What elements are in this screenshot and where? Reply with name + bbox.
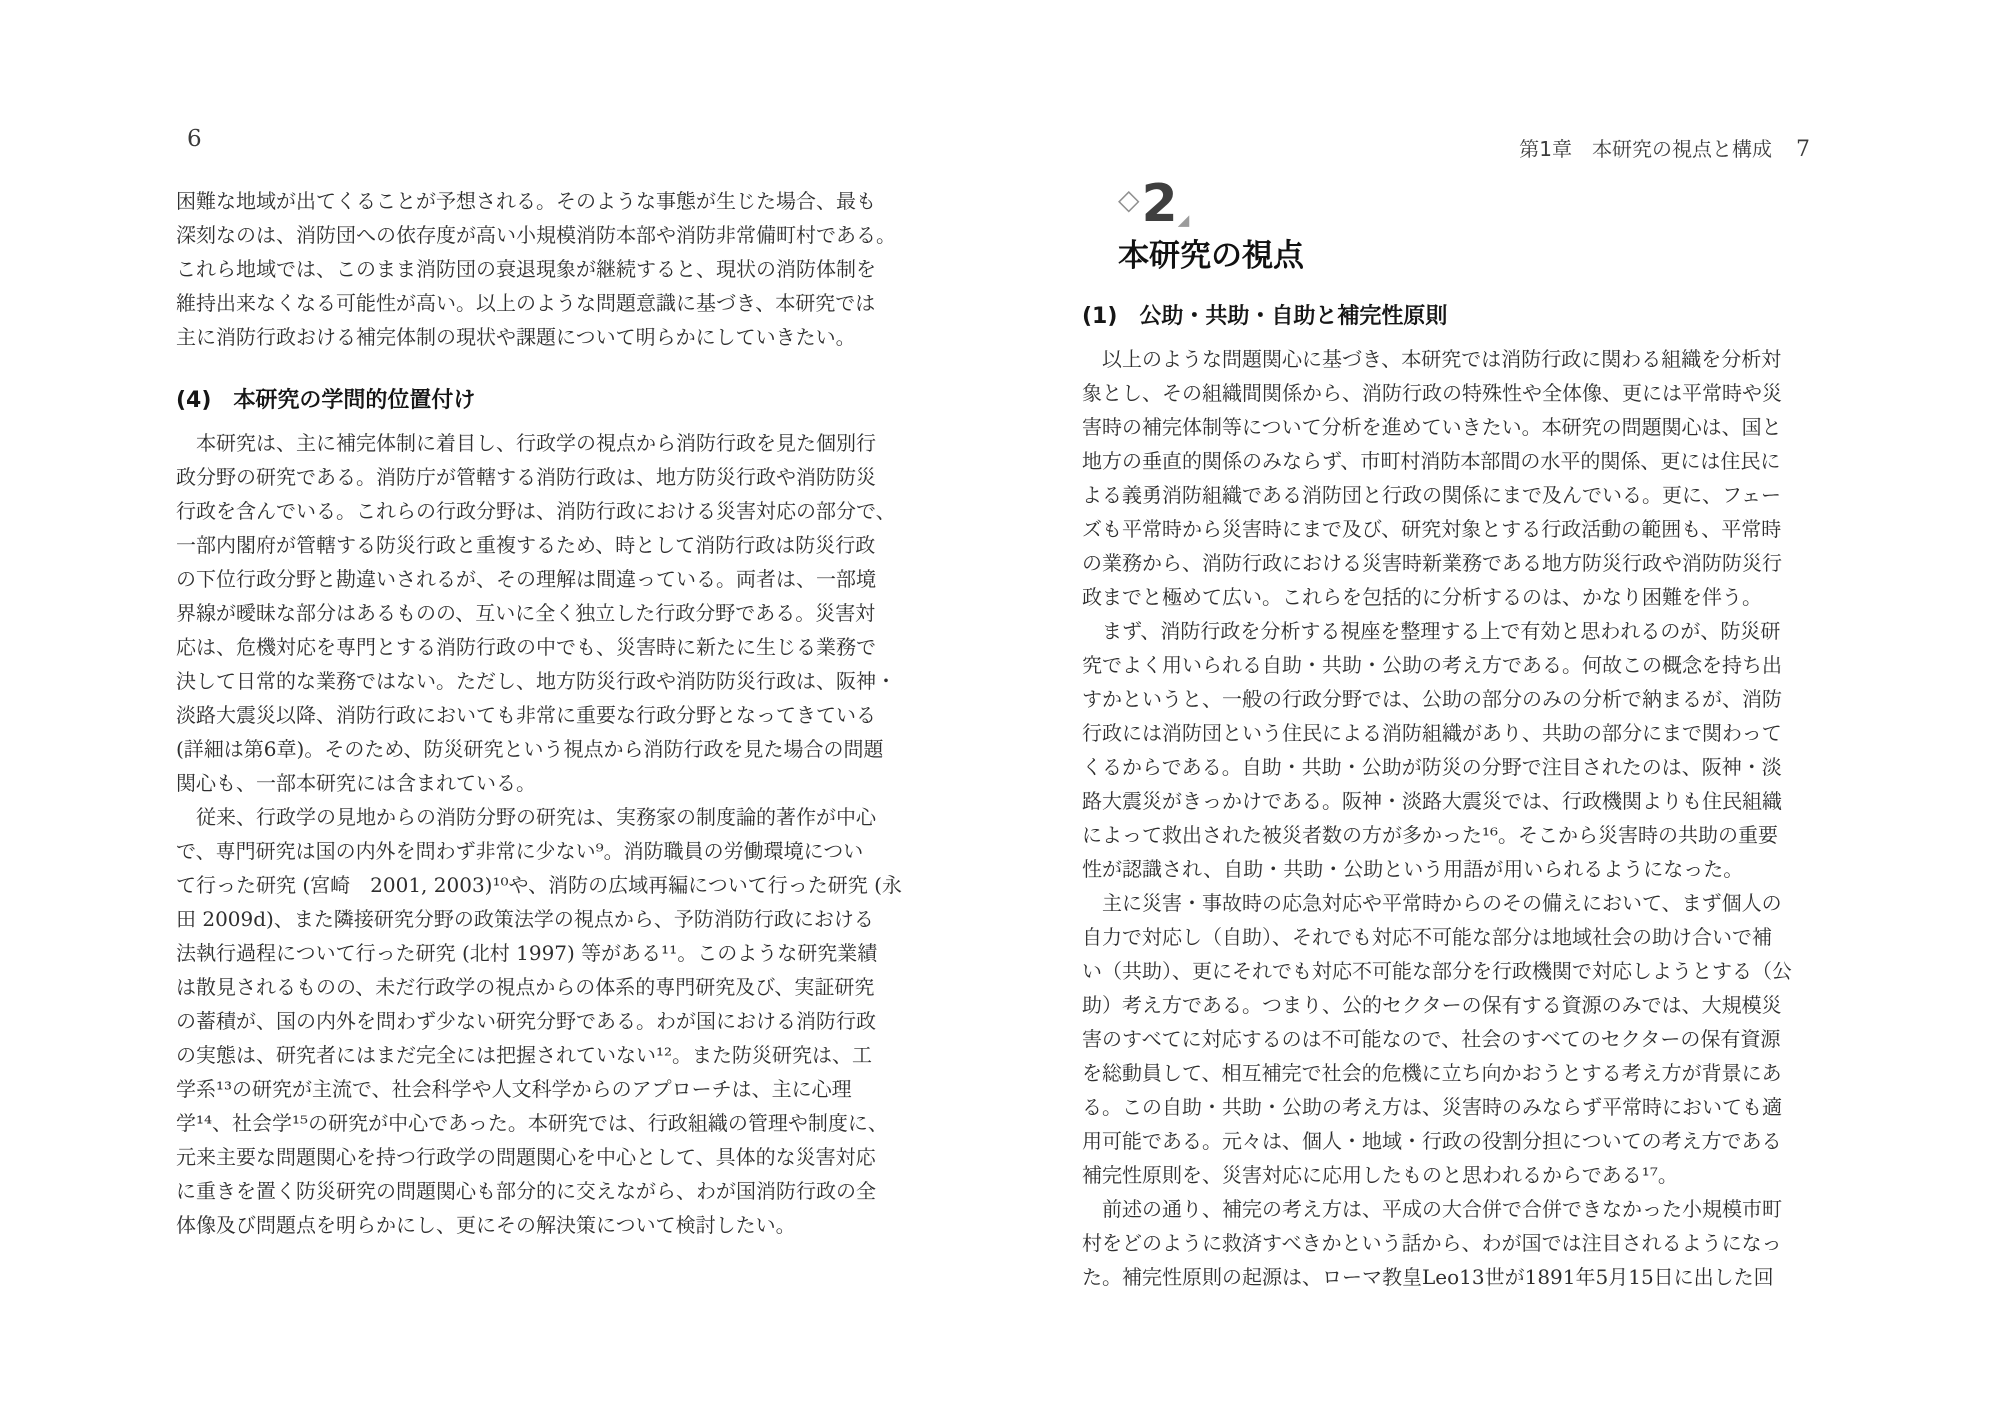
text-line: た。補完性原則の起源は、ローマ教皇Leo13世が1891年5月15日に出した回 <box>1082 1265 1774 1289</box>
text-line: の業務から、消防行政における災害時新業務である地方防災行政や消防防災行 <box>1082 551 1782 575</box>
section-heading-4: (4) 本研究の学問的位置付け <box>176 388 476 413</box>
paragraph <box>1082 1192 1824 1294</box>
paragraph <box>1082 886 1824 1192</box>
paragraph-continuation <box>176 184 918 354</box>
text-line: 害のすべてに対応するのは不可能なので、社会のすべてのセクターの保有資源 <box>1082 1027 1781 1051</box>
triangle-icon: ◢ <box>1177 211 1190 229</box>
text-line: 究でよく用いられる自助・共助・公助の考え方である。何故この概念を持ち出 <box>1082 653 1782 677</box>
text-line: て行った研究 (宮崎 2001, 2003)¹⁰や、消防の広域再編について行った研究 (永 <box>176 873 902 897</box>
text-line: 従来、行政学の見地からの消防分野の研究は、実務家の制度論的著作が中心 <box>176 805 876 829</box>
text-line: 用可能である。元々は、個人・地域・行政の役割分担についての考え方である <box>1082 1129 1782 1153</box>
text-line: 助）考え方である。つまり、公的セクターの保有する資源のみでは、大規模災 <box>1082 993 1782 1017</box>
text-line: 応は、危機対応を専門とする消防行政の中でも、災害時に新たに生じる業務で <box>176 635 876 659</box>
text-line: よる義勇消防組織である消防団と行政の関係にまで及んでいる。更に、フェー <box>1082 483 1781 507</box>
text-line: 村をどのように救済すべきかという話から、わが国では注目されるようになっ <box>1082 1231 1782 1255</box>
left-text-column <box>176 184 918 1242</box>
diamond-icon: ◇ <box>1118 183 1140 216</box>
text-line: る。この自助・共助・公助の考え方は、災害時のみならず平常時においても適 <box>1082 1095 1782 1119</box>
text-line: くるからである。自助・共助・公助が防災の分野で注目されたのは、阪神・淡 <box>1082 755 1782 779</box>
text-line: 決して日常的な業務ではない。ただし、地方防災行政や消防防災行政は、阪神・ <box>176 669 896 693</box>
text-line: 補完性原則を、災害対応に応用したものと思われるからである¹⁷。 <box>1082 1163 1678 1187</box>
text-line: 自力で対応し（自助）、それでも対応不可能な部分は地域社会の助け合いで補 <box>1082 925 1772 949</box>
paragraph <box>176 800 918 1242</box>
text-line: 一部内閣府が管轄する防災行政と重複するため、時として消防行政は防災行政 <box>176 533 876 557</box>
text-line: 学¹⁴、社会学¹⁵の研究が中心であった。本研究では、行政組織の管理や制度に、 <box>176 1111 888 1135</box>
text-line: 政までと極めて広い。これらを包括的に分析するのは、かなり困難を伴う。 <box>1082 585 1762 609</box>
text-line: 体像及び問題点を明らかにし、更にその解決策について検討したい。 <box>176 1213 796 1237</box>
text-line: 元来主要な問題関心を持つ行政学の問題関心を中心として、具体的な災害対応 <box>176 1145 876 1169</box>
page-number-left: 6 <box>187 126 202 152</box>
text-line: 関心も、一部本研究には含まれている。 <box>176 771 536 795</box>
text-line: 本研究は、主に補完体制に着目し、行政学の視点から消防行政を見た個別行 <box>176 431 876 455</box>
text-line: 維持出来なくなる可能性が高い。以上のような問題意識に基づき、本研究では <box>176 291 876 315</box>
text-line: 政分野の研究である。消防庁が管轄する消防行政は、地方防災行政や消防防災 <box>176 465 876 489</box>
text-line: で、専門研究は国の内外を問わず非常に少ない⁹。消防職員の労働環境につい <box>176 839 864 863</box>
text-line: 学系¹³の研究が主流で、社会科学や人文科学からのアプローチは、主に心理 <box>176 1077 852 1101</box>
text-line: 困難な地域が出てくることが予想される。そのような事態が生じた場合、最も <box>176 189 876 213</box>
text-line: 行政を含んでいる。これらの行政分野は、消防行政における災害対応の部分で、 <box>176 499 896 523</box>
text-line: 性が認識され、自助・共助・公助という用語が用いられるようになった。 <box>1082 857 1744 881</box>
text-line: は散見されるものの、未だ行政学の視点からの体系的専門研究及び、実証研究 <box>176 975 875 999</box>
paragraph <box>176 426 918 800</box>
text-line: 害時の補完体制等について分析を進めていきたい。本研究の問題関心は、国と <box>1082 415 1782 439</box>
text-line: によって救出された被災者数の方が多かった¹⁶。そこから災害時の共助の重要 <box>1082 823 1779 847</box>
text-line: 淡路大震災以降、消防行政においても非常に重要な行政分野となってきている <box>176 703 876 727</box>
text-line: まず、消防行政を分析する視座を整理する上で有効と思われるのが、防災研 <box>1082 619 1781 643</box>
text-line: の蓄積が、国の内外を問わず少ない研究分野である。わが国における消防行政 <box>176 1009 876 1033</box>
text-line: 行政には消防団という住民による消防組織があり、共助の部分にまで関わって <box>1082 721 1782 745</box>
page-right <box>1000 0 2000 1414</box>
text-line: 主に災害・事故時の応急対応や平常時からのその備えにおいて、まず個人の <box>1082 891 1782 915</box>
text-line: 深刻なのは、消防団への依存度が高い小規模消防本部や消防非常備町村である。 <box>176 223 896 247</box>
text-line: 地方の垂直的関係のみならず、市町村消防本部間の水平的関係、更には住民に <box>1082 449 1781 473</box>
right-text-column <box>1082 174 1824 1294</box>
text-line: 界線が曖昧な部分はあるものの、互いに全く独立した行政分野である。災害対 <box>176 601 876 625</box>
text-line: い（共助）、更にそれでも対応不可能な部分を行政機関で対応しようとする（公 <box>1082 959 1792 983</box>
section-number-block <box>1118 174 1824 234</box>
section-number: 2 <box>1141 174 1178 234</box>
text-line: 主に消防行政おける補完体制の現状や課題について明らかにしていきたい。 <box>176 325 856 349</box>
text-line: (詳細は第6章)。そのため、防災研究という視点から消防行政を見た場合の問題 <box>176 737 884 761</box>
section-title: 本研究の視点 <box>1118 238 1304 274</box>
text-line: すかというと、一般の行政分野では、公助の部分のみの分析で納まるが、消防 <box>1082 687 1782 711</box>
paragraph <box>1082 614 1824 886</box>
text-line: の下位行政分野と勘違いされるが、その理解は間違っている。両者は、一部境 <box>176 567 876 591</box>
text-line: これら地域では、このまま消防団の衰退現象が継続すると、現状の消防体制を <box>176 257 876 281</box>
text-line: の実態は、研究者にはまだ完全には把握されていない¹²。また防災研究は、工 <box>176 1043 873 1067</box>
text-line: に重きを置く防災研究の問題関心も部分的に交えながら、わが国消防行政の全 <box>176 1179 876 1203</box>
text-line: を総動員して、相互補完で社会的危機に立ち向かおうとする考え方が背景にあ <box>1082 1061 1782 1085</box>
text-line: ズも平常時から災害時にまで及び、研究対象とする行政活動の範囲も、平常時 <box>1082 517 1782 541</box>
text-line: 以上のような問題関心に基づき、本研究では消防行政に関わる組織を分析対 <box>1082 347 1782 371</box>
running-head <box>1082 133 1810 162</box>
text-line: 法執行過程について行った研究 (北村 1997) 等がある¹¹。このような研究業績 <box>176 941 878 965</box>
text-line: 田 2009d)、また隣接研究分野の政策法学の視点から、予防消防行政における <box>176 907 874 931</box>
chapter-title: 第1章 本研究の視点と構成 <box>1519 137 1772 161</box>
subsection-heading-1: (1) 公助・共助・自助と補完性原則 <box>1082 304 1448 329</box>
paragraph <box>1082 342 1824 614</box>
text-line: 路大震災がきっかけである。阪神・淡路大震災では、行政機関よりも住民組織 <box>1082 789 1782 813</box>
text-line: 象とし、その組織間関係から、消防行政の特殊性や全体像、更には平常時や災 <box>1082 381 1782 405</box>
page-number-right: 7 <box>1796 137 1810 162</box>
text-line: 前述の通り、補完の考え方は、平成の大合併で合併できなかった小規模市町 <box>1082 1197 1782 1221</box>
